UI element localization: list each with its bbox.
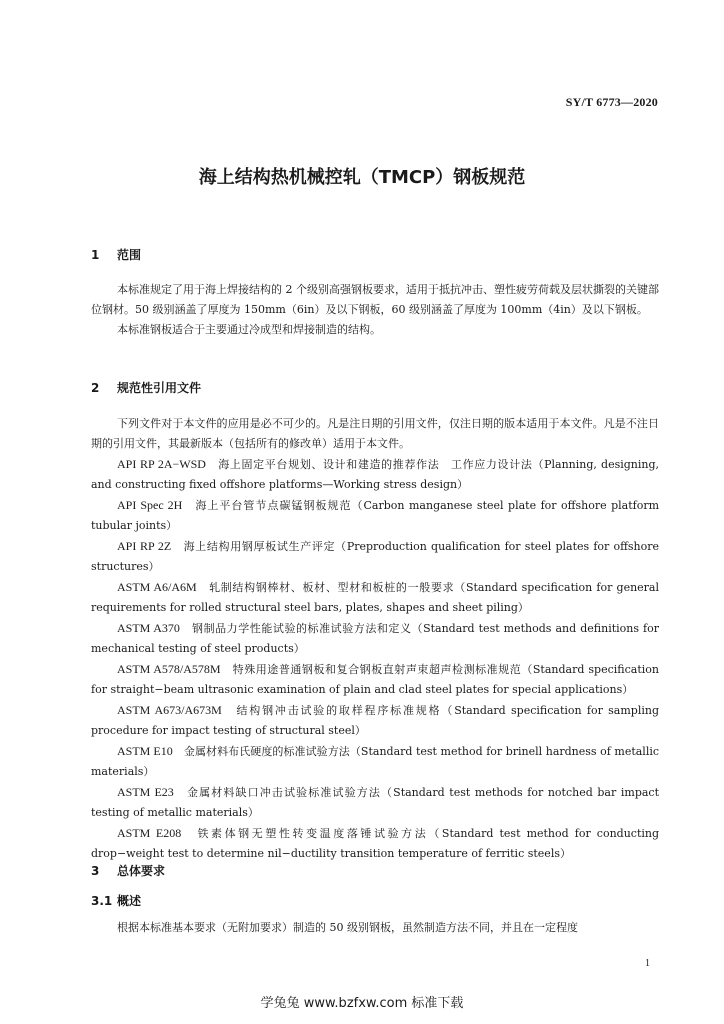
section-2-heading	[91, 379, 201, 396]
reference-item	[91, 782, 659, 823]
reference-item	[91, 454, 659, 495]
reference-code: ASTM E208	[117, 826, 182, 840]
reference-code: ASTM A6/A6M	[117, 580, 197, 594]
section-title: 范围	[117, 248, 142, 262]
section-number: 1	[91, 248, 100, 262]
paragraph: 下列文件对于本文件的应用是必不可少的。凡是注日期的引用文件，仅注日期的版本适用于本文件。凡是不注日期的引用文件，其最新版本（包括所有的修改单）适用于本文件。	[91, 417, 659, 450]
section-title: 总体要求	[117, 864, 166, 878]
reference-text: 海上结构用钢厚板试生产评定（Preproduction qualification for steel plates for offshore structures）	[91, 540, 659, 573]
reference-code: API RP 2Z	[117, 539, 172, 553]
reference-item	[91, 536, 659, 577]
subsection-3-1-heading	[91, 892, 141, 909]
reference-item	[91, 823, 659, 864]
reference-code: ASTM A370	[117, 621, 180, 635]
section-1-heading	[91, 246, 141, 263]
reference-item	[91, 495, 659, 536]
page-number: 1	[645, 958, 650, 969]
reference-text: 金属材料布氏硬度的标准试验方法（Standard test method for brinell hardness of metallic materials）	[91, 745, 660, 778]
reference-code: API RP 2A−WSD	[117, 457, 206, 471]
reference-item	[91, 659, 659, 700]
reference-code: ASTM E10	[117, 744, 173, 758]
section-number: 3	[91, 864, 100, 878]
reference-code: ASTM A578/A578M	[117, 662, 221, 676]
subsection-title: 概述	[117, 894, 142, 908]
footer-watermark: 学兔兔 www.bzfxw.com 标准下载	[260, 996, 464, 1011]
section-number: 2	[91, 381, 100, 395]
reference-text: 海上平台管节点碳锰钢板规范（Carbon manganese steel plate for offshore platform tubular joints）	[91, 499, 660, 532]
section-title: 规范性引用文件	[117, 381, 202, 395]
section-3-heading	[91, 862, 165, 879]
reference-item	[91, 618, 659, 659]
section-2-body	[91, 414, 659, 864]
reference-item	[91, 741, 659, 782]
reference-text: 海上固定平台规划、设计和建造的推荐作法 工作应力设计法（Planning, designing, and constructing fixed offshore platforms—Working stress design）	[91, 458, 660, 491]
reference-text: 结构钢冲击试验的取样程序标准规格（Standard specification for sampling procedure for impact testing of structural steel）	[91, 704, 660, 737]
paragraph: 根据本标准基本要求（无附加要求）制造的 50 级别钢板，虽然制造方法不同，并且在一定程度	[117, 921, 578, 934]
reference-text: 轧制结构钢棒材、板材、型材和板桩的一般要求（Standard specification for general requirements for rolled structural steel bars, plates, shapes and sheet piling）	[91, 581, 660, 614]
section-1-body	[91, 280, 659, 340]
section-3-body	[91, 918, 659, 938]
document-title: 海上结构热机械控轧（TMCP）钢板规范	[198, 167, 526, 188]
standard-code: SY/T 6773—2020	[565, 95, 658, 109]
reference-code: API Spec 2H	[117, 498, 183, 512]
reference-code: ASTM E23	[117, 785, 174, 799]
subsection-number: 3.1	[91, 894, 113, 908]
reference-item	[91, 577, 659, 618]
paragraph: 本标准钢板适合于主要通过冷成型和焊接制造的结构。	[117, 323, 381, 336]
paragraph: 本标准规定了用于海上焊接结构的 2 个级别高强钢板要求，适用于抵抗冲击、塑性疲劳荷载及层状撕裂的关键部位钢材。50 级别涵盖了厚度为 150mm（6in）及以下钢板，60 级别涵盖了厚度为 100mm（4in）及以下钢板。	[91, 283, 659, 316]
reference-text: 钢制品力学性能试验的标准试验方法和定义（Standard test methods and definitions for mechanical testing of steel products）	[91, 622, 660, 655]
reference-text: 金属材料缺口冲击试验标准试验方法（Standard test methods for notched bar impact testing of metallic materials）	[91, 786, 659, 819]
reference-text: 特殊用途普通钢板和复合钢板直射声束超声检测标准规范（Standard specification for straight−beam ultrasonic examination of plain and clad steel plates for special applications）	[91, 663, 659, 696]
reference-text: 铁素体钢无塑性转变温度落锤试验方法（Standard test method for conducting drop−weight test to determine nil−ductility transition temperature of ferritic steels）	[91, 827, 660, 860]
reference-code: ASTM A673/A673M	[117, 703, 222, 717]
reference-item	[91, 700, 659, 741]
